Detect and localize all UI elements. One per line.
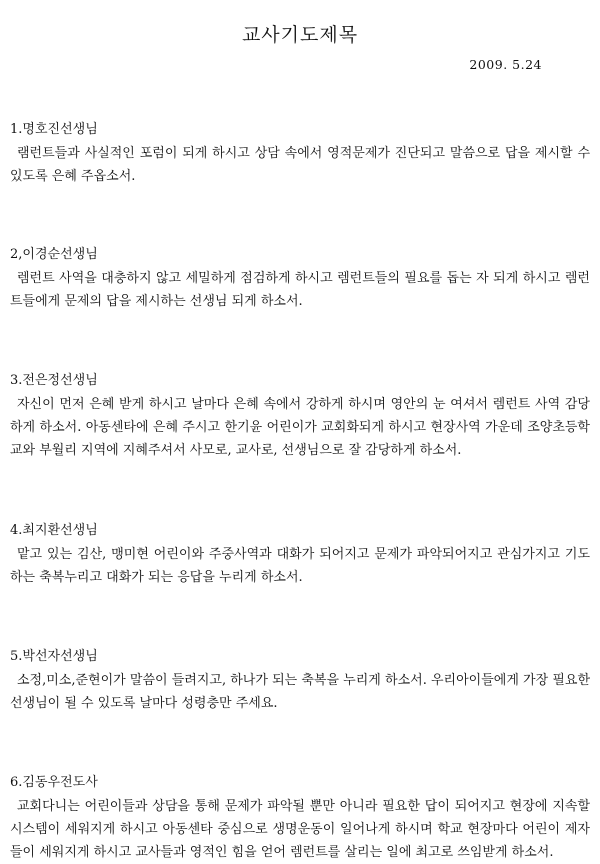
entry-heading: 6.김동우전도사 xyxy=(10,775,98,790)
prayer-entry-3 xyxy=(10,369,590,462)
document-date: 2009. 5.24 xyxy=(469,57,542,72)
entry-body: 렘런트 사역을 대충하지 않고 세밀하게 점검하게 하시고 렘런트들의 필요를 돕는 자 되게 하시고 렘런트들에게 문제의 답을 제시하는 선생님 되게 하소서. xyxy=(10,271,590,309)
prayer-list xyxy=(10,118,590,864)
entry-heading: 4.최지환선생님 xyxy=(10,523,98,538)
document-title: 교사기도제목 xyxy=(241,24,359,46)
prayer-entry-5 xyxy=(10,645,590,715)
prayer-entry-6 xyxy=(10,771,590,864)
spacer xyxy=(10,313,590,369)
prayer-entry-4 xyxy=(10,519,590,589)
prayer-entry-1 xyxy=(10,118,590,188)
entry-heading: 3.전은정선생님 xyxy=(10,373,98,388)
spacer xyxy=(10,715,590,771)
spacer xyxy=(10,462,590,519)
prayer-entry-2 xyxy=(10,243,590,313)
entry-body: 교회다니는 어린이들과 상담을 통해 문제가 파악될 뿐만 아니라 필요한 답이 되어지고 현장에 지속할 시스템이 세워지게 하시고 아동센타 중심으로 생명운동이 일어나게 하시며 학교 현장마다 어린이 제자들이 세워지게 하시고 교사들과 영적인 힘을 얻어 렘런트를 살리는 일에 최고로 쓰임받게 하소서. xyxy=(10,799,590,860)
entry-body: 램런트들과 사실적인 포럼이 되게 하시고 상담 속에서 영적문제가 진단되고 말씀으로 답을 제시할 수 있도록 은혜 주옵소서. xyxy=(10,146,590,184)
entry-body: 자신이 먼저 은혜 받게 하시고 날마다 은혜 속에서 강하게 하시며 영안의 눈 여셔서 렘런트 사역 감당하게 하소서. 아동센타에 은혜 주시고 한기윤 어린이가 교회화되게 하시고 현장사역 가운데 조양초등학교와 부월리 지역에 지혜주셔서 사모로, 교사로, 선생님으로 잘 감당하게 하소서. xyxy=(10,397,590,458)
entry-heading: 1.명호진선생님 xyxy=(10,122,98,137)
entry-heading: 5.박선자선생님 xyxy=(10,649,98,664)
entry-body: 맡고 있는 김산, 맹미현 어린이와 주중사역과 대화가 되어지고 문제가 파악되어지고 관심가지고 기도하는 축복누리고 대화가 되는 응답을 누리게 하소서. xyxy=(10,547,590,585)
spacer xyxy=(10,188,590,243)
spacer xyxy=(10,589,590,645)
entry-heading: 2,이경순선생님 xyxy=(10,247,98,262)
entry-body: 소정,미소,준현이가 말씀이 들려지고, 하나가 되는 축복을 누리게 하소서. 우리아이들에게 가장 필요한 선생님이 될 수 있도록 날마다 성령충만 주세요. xyxy=(10,673,590,711)
